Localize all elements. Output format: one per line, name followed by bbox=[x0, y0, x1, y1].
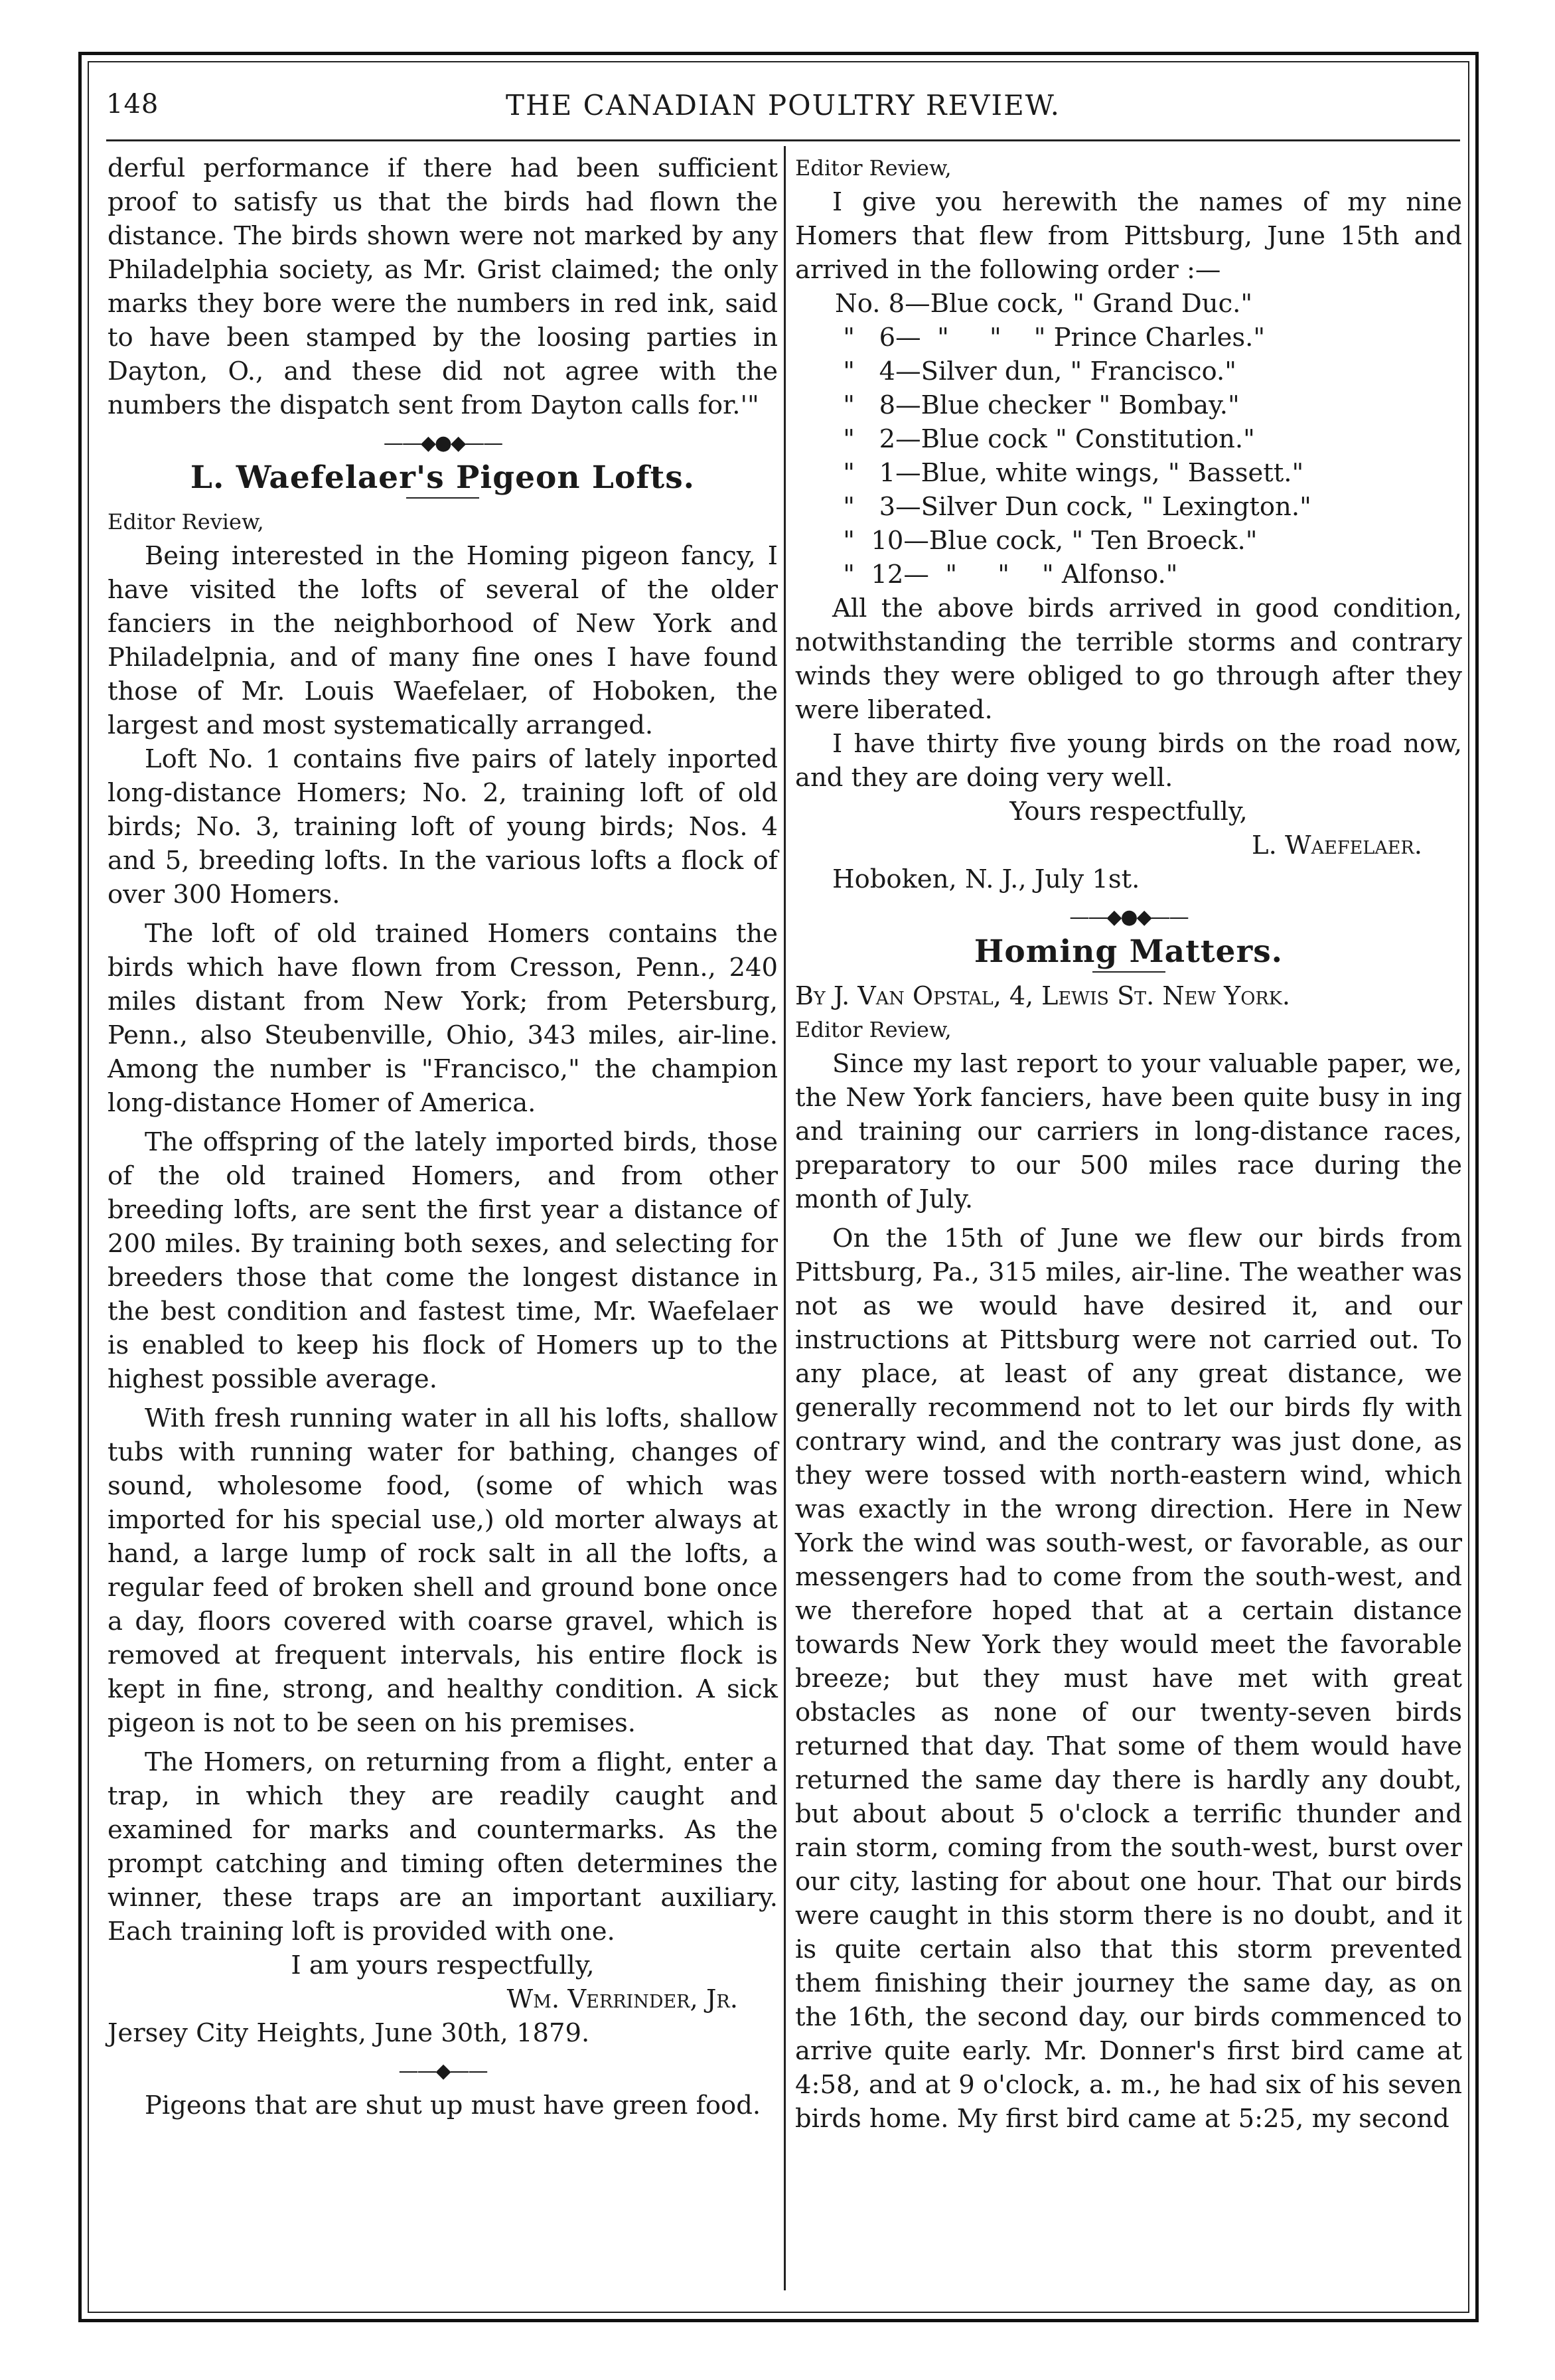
letter-signature: L. Waefelaer. bbox=[1252, 831, 1422, 860]
salutation: Editor Review, bbox=[795, 155, 952, 181]
paragraph: Loft No. 1 contains five pairs of lately inported long-distance Homers; No. 2, training loft of old birds; No. 3, training loft of young birds; Nos. 4 and 5, breeding lofts. In the various lofts a flock of over 300 Homers. bbox=[108, 744, 778, 910]
paragraph: With fresh running water in all his lofts, shallow tubs with running water for bathing, changes of sound, wholesome food, (some of which was imported for his special use,) old morter always at hand, a large lump of rock salt in all the lofts, a regular feed of broken shell and ground bone once a day, floors covered with coarse gravel, which is removed at frequent intervals, his entire flock is kept in fine, strong, and healthy condition. A sick pigeon is not to be seen on his premises. bbox=[108, 1403, 778, 1738]
letter-closing: Yours respectfully, bbox=[1009, 797, 1248, 827]
letter-closing: I am yours respectfully, bbox=[291, 1950, 595, 1980]
header-rule bbox=[106, 139, 1460, 141]
letter-dateline: Jersey City Heights, June 30th, 1879. bbox=[108, 2018, 590, 2048]
title-underline bbox=[1092, 971, 1165, 973]
author-byline: By J. Van Opstal, 4, Lewis St. New York. bbox=[795, 981, 1290, 1010]
ornament-divider: ——◆●◆—— bbox=[383, 432, 502, 455]
list-item: No. 8—Blue cock, " Grand Duc." bbox=[835, 289, 1253, 319]
ornament-divider: ——◆—— bbox=[398, 2059, 487, 2083]
column-divider bbox=[784, 146, 786, 2290]
paragraph: The Homers, on returning from a flight, enter a trap, in which they are readily caught and examined for marks and countermarks. As the prompt catching and timing often determines the winner, these traps are an important auxiliary. Each training loft is provided with one. bbox=[108, 1747, 778, 1946]
journal-title: THE CANADIAN POULTRY REVIEW. bbox=[506, 89, 1061, 121]
paragraph: I have thirty five young birds on the road now, and they are doing very well. bbox=[795, 729, 1462, 793]
list-item: " 10—Blue cock, " Ten Broeck." bbox=[835, 526, 1258, 556]
section-title-homing-matters: Homing Matters. bbox=[974, 933, 1284, 970]
continued-paragraph: derful performance if there had been sufficient proof to satisfy us that the birds had flown the distance. The birds shown were not marked by any Philadelphia society, as Mr. Grist claimed; the only marks they bore were the numbers in red ink, said to have been stamped by the loosing parties in Dayton, O., and these did not agree with the numbers the dispatch sent from Dayton calls for.'" bbox=[108, 153, 778, 420]
left-column bbox=[108, 151, 778, 2122]
paragraph: Since my last report to your valuable paper, we, the New York fanciers, have been quite busy in ing and training our carriers in long-distance races, preparatory to our 500 miles race during the month of July. bbox=[795, 1049, 1462, 1214]
list-item: " 8—Blue checker " Bombay." bbox=[835, 390, 1240, 420]
salutation: Editor Review, bbox=[108, 509, 264, 534]
bird-arrival-list bbox=[795, 287, 1462, 592]
list-item: " 3—Silver Dun cock, " Lexington." bbox=[835, 492, 1311, 522]
paragraph: All the above birds arrived in good condition, notwithstanding the terrible storms and contrary winds they were obliged to go through after they were liberated. bbox=[795, 594, 1462, 725]
letter-dateline: Hoboken, N. J., July 1st. bbox=[832, 864, 1140, 894]
section-title-waefelaer-lofts: L. Waefelaer's Pigeon Lofts. bbox=[190, 459, 696, 496]
letter-signature: Wm. Verrinder, Jr. bbox=[506, 1984, 738, 2014]
closing-line: Pigeons that are shut up must have green food. bbox=[145, 2091, 761, 2120]
list-item: " 12— " " " Alfonso." bbox=[835, 560, 1178, 590]
ornament-divider: ——◆●◆—— bbox=[1069, 906, 1188, 929]
salutation: Editor Review, bbox=[795, 1017, 952, 1042]
paragraph: The loft of old trained Homers contains the birds which have flown from Cresson, Penn., 240 miles distant from New York; from Petersburg, Penn., also Steubenville, Ohio, 343 miles, air-line. Among the number is "Francisco," the champion long-distance Homer of America. bbox=[108, 919, 778, 1118]
list-item: " 6— " " " Prince Charles." bbox=[835, 323, 1266, 353]
paragraph: Being interested in the Homing pigeon fancy, I have visited the lofts of several of the older fanciers in the neighborhood of New York and Philadelpnia, and of many fine ones I have found those of Mr. Louis Waefelaer, of Hoboken, the largest and most systematically arranged. bbox=[108, 541, 778, 740]
paragraph: I give you herewith the names of my nine Homers that flew from Pittsburg, June 15th and arrived in the following order :— bbox=[795, 187, 1462, 285]
right-column bbox=[795, 151, 1462, 2136]
list-item: " 4—Silver dun, " Francisco." bbox=[835, 357, 1237, 386]
page-header bbox=[106, 80, 1460, 139]
paragraph: On the 15th of June we flew our birds from Pittsburg, Pa., 315 miles, air-line. The weather was not as we would have desired it, and our instructions at Pittsburg were not carried out. To any place, at least of any great distance, we generally recommend not to let our birds fly with contrary wind, and the contrary was just done, as they were tossed with north-eastern wind, which was exactly in the wrong direction. Here in New York the wind was south-west, or favorable, as our messengers had to come from the south-west, and we therefore hoped that at a certain distance towards New York they would meet the favorable breeze; but they must have met with great obstacles as none of our twenty-seven birds returned that day. That some of them would have returned the same day there is hardly any doubt, but about about 5 o'clock a terrific thunder and rain storm, coming from the south-west, burst over our city, lasting for about one hour. That our birds were caught in this storm there is no doubt, and it is quite certain also that this storm prevented them finishing their journey the same day, as on the 16th, the second day, our birds commenced to arrive quite early. Mr. Donner's first bird came at 4:58, and at 9 o'clock, a. m., he had six of his seven birds home. My first bird came at 5:25, my second bbox=[795, 1224, 1462, 2134]
page-number: 148 bbox=[106, 89, 159, 119]
paragraph: The offspring of the lately imported birds, those of the old trained Homers, and from other breeding lofts, are sent the first year a distance of 200 miles. By training both sexes, and selecting for breeders those that come the longest distance in the best condition and fastest time, Mr. Waefelaer is enabled to keep his flock of Homers up to the highest possible average. bbox=[108, 1127, 778, 1394]
list-item: " 2—Blue cock " Constitution." bbox=[835, 424, 1255, 454]
list-item: " 1—Blue, white wings, " Bassett." bbox=[835, 458, 1304, 488]
title-underline bbox=[406, 497, 479, 499]
